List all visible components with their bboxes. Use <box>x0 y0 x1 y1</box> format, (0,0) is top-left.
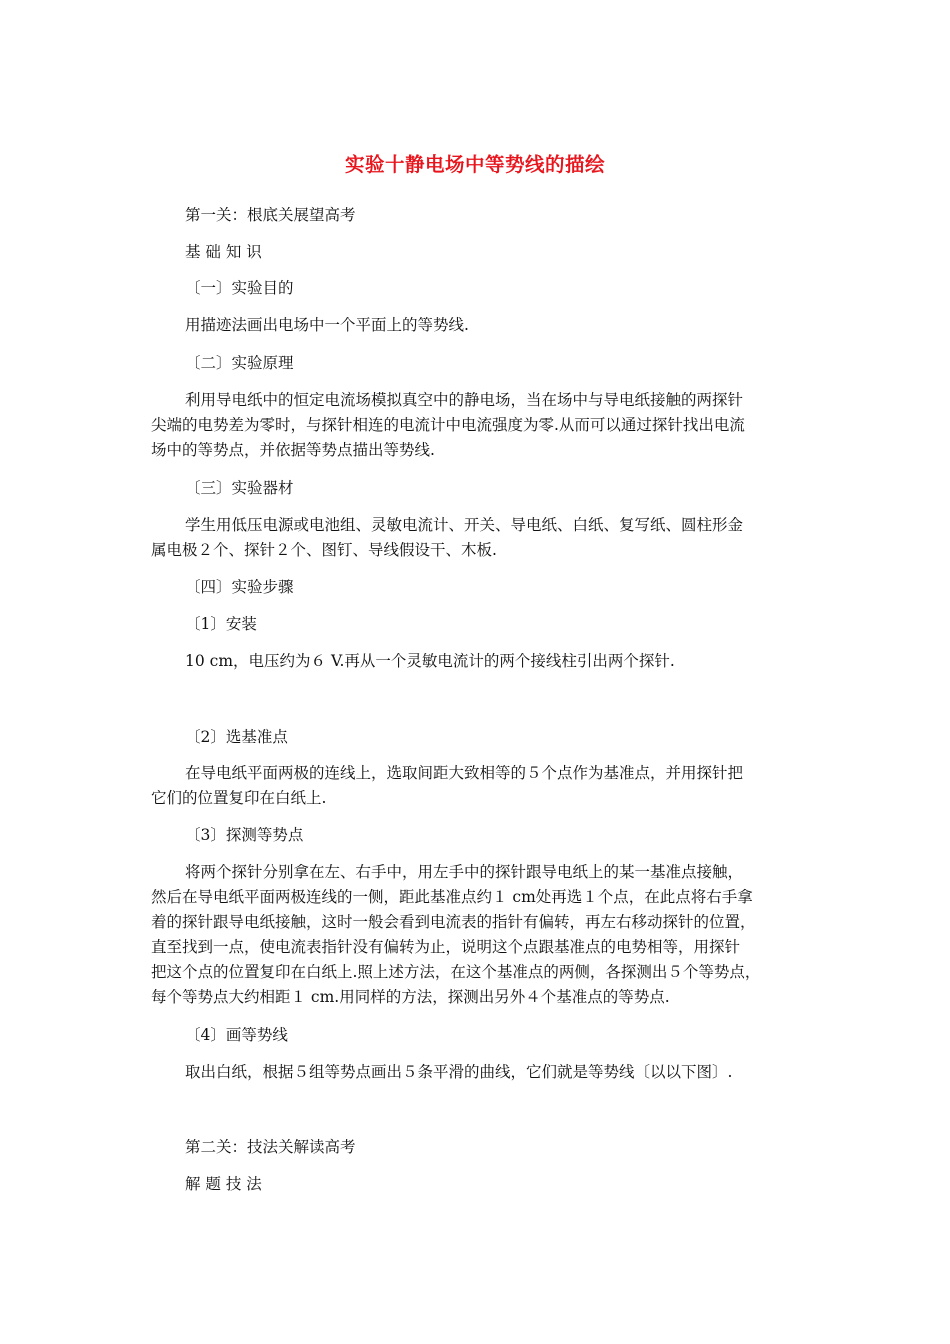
section2-heading: 〔二〕实验原理 <box>185 354 294 372</box>
step1-heading: 〔1〕安装 <box>185 615 257 633</box>
section3-heading: 〔三〕实验器材 <box>185 479 294 497</box>
section3-line-1: 学生用低压电源或电池组、灵敏电流计、开关、导电纸、白纸、复写纸、圆柱形金 <box>185 516 744 534</box>
part1-subheading: 基 础 知 识 <box>185 243 262 261</box>
section2-line-2: 尖端的电势差为零时，与探针相连的电流计中电流强度为零.从而可以通过探针找出电流 <box>151 416 745 434</box>
step3-line-3: 着的探针跟导电纸接触，这时一般会看到电流表的指针有偏转，再左右移动探针的位置， <box>151 913 756 931</box>
part2-subheading: 解 题 技 法 <box>185 1175 262 1193</box>
step4-heading: 〔4〕画等势线 <box>185 1026 288 1044</box>
step3-line-4: 直至找到一点，使电流表指针没有偏转为止，说明这个点跟基准点的电势相等，用探针 <box>151 938 741 956</box>
part2-heading: 第二关：技法关解读高考 <box>185 1138 356 1156</box>
step3-line-1: 将两个探针分别拿在左、右手中，用左手中的探针跟导电纸上的某一基准点接触， <box>185 863 744 881</box>
section2-line-1: 利用导电纸中的恒定电流场模拟真空中的静电场，当在场中与导电纸接触的两探针 <box>185 391 744 409</box>
step1-text: 10 cm，电压约为６ V.再从一个灵敏电流计的两个接线柱引出两个探针. <box>185 652 675 670</box>
step3-heading: 〔3〕探测等势点 <box>185 826 304 844</box>
part1-heading: 第一关：根底关展望高考 <box>185 206 356 224</box>
document-title: 实验十静电场中等势线的描绘 <box>344 153 605 176</box>
section1-heading: 〔一〕实验目的 <box>185 279 294 297</box>
step3-line-2: 然后在导电纸平面两极连线的一侧，距此基准点约１ cm处再选１个点，在此点将右手拿 <box>151 888 753 906</box>
step2-line-2: 它们的位置复印在白纸上. <box>151 789 327 807</box>
step4-text: 取出白纸，根据５组等势点画出５条平滑的曲线，它们就是等势线〔以以下图〕. <box>185 1063 733 1081</box>
step3-line-6: 每个等势点大约相距１ cm.用同样的方法，探测出另外４个基准点的等势点. <box>151 988 670 1006</box>
section1-text: 用描迹法画出电场中一个平面上的等势线. <box>185 316 469 334</box>
step2-line-1: 在导电纸平面两极的连线上，选取间距大致相等的５个点作为基准点，并用探针把 <box>185 764 744 782</box>
section2-line-3: 场中的等势点，并依据等势点描出等势线. <box>151 441 435 459</box>
section3-line-2: 属电极２个、探针２个、图钉、导线假设干、木板. <box>151 541 497 559</box>
step2-heading: 〔2〕选基准点 <box>185 728 288 746</box>
step3-line-5: 把这个点的位置复印在白纸上.照上述方法，在这个基准点的两侧，各探测出５个等势点， <box>151 963 761 981</box>
section4-heading: 〔四〕实验步骤 <box>185 578 294 596</box>
